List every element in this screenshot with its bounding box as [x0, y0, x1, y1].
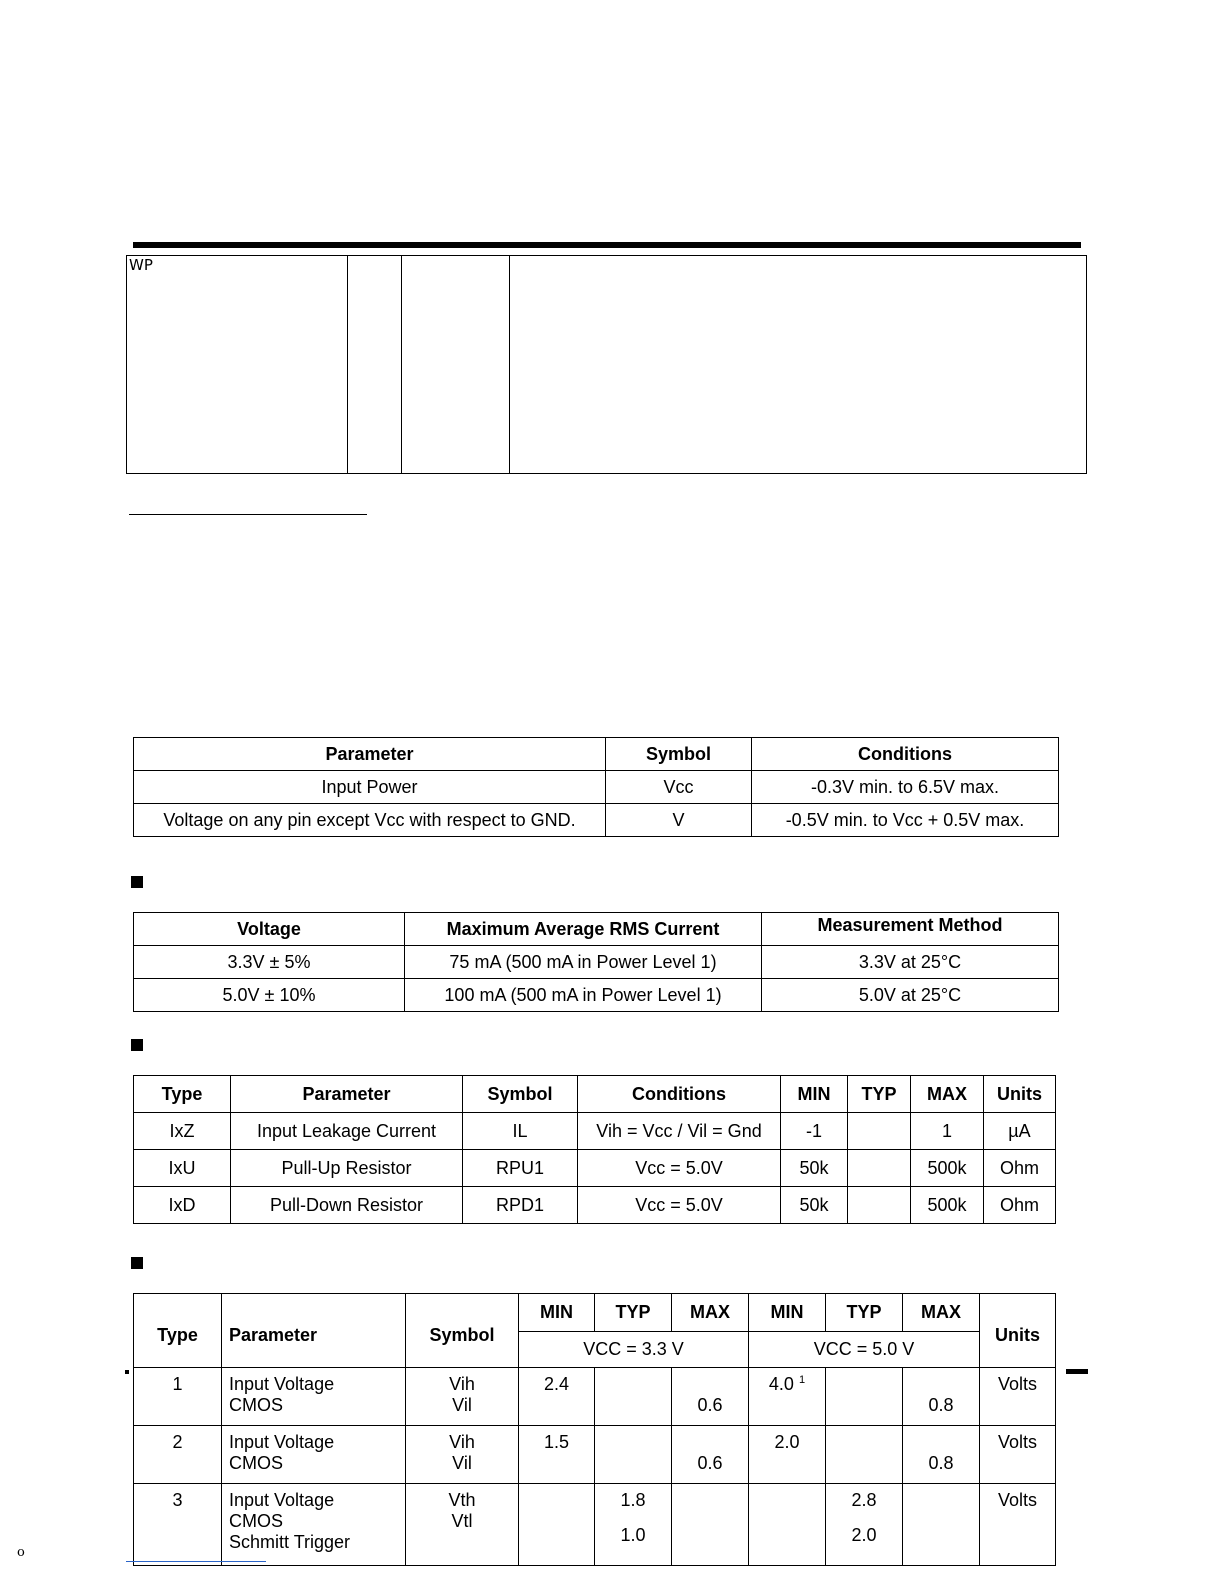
cell: µA — [984, 1113, 1056, 1150]
cell: Volts — [980, 1368, 1056, 1426]
margin-mark — [1066, 1369, 1088, 1374]
cell-line: CMOS — [229, 1511, 283, 1531]
cell: IxZ — [134, 1113, 231, 1150]
table-header-row — [134, 738, 1059, 771]
table-header-row — [134, 1294, 1056, 1332]
header-parameter: Parameter — [134, 738, 606, 771]
header-parameter: Parameter — [222, 1294, 406, 1368]
cell: 50k — [781, 1150, 848, 1187]
cell: -0.5V min. to Vcc + 0.5V max. — [752, 804, 1059, 837]
cell: 1 — [134, 1368, 222, 1426]
header-min: MIN — [781, 1076, 848, 1113]
cell: Vcc = 5.0V — [578, 1187, 781, 1224]
cell-line: CMOS — [229, 1395, 283, 1415]
cell: RPD1 — [463, 1187, 578, 1224]
cell-line: Vih — [449, 1432, 475, 1452]
cell: Pull-Up Resistor — [231, 1150, 463, 1187]
cell — [826, 1368, 903, 1426]
footer-link-underline — [126, 1561, 266, 1562]
vcc-50-label: VCC = 5.0 V — [749, 1332, 980, 1368]
cell: 1.5 — [519, 1426, 595, 1484]
cell: 500k — [911, 1150, 984, 1187]
header-parameter: Parameter — [231, 1076, 463, 1113]
cell — [903, 1426, 980, 1484]
cell-line: Vth — [448, 1490, 476, 1510]
cell-line: Schmitt Trigger — [229, 1532, 351, 1552]
cell: Vcc — [606, 771, 752, 804]
cell — [903, 1484, 980, 1566]
section-bullet — [131, 876, 143, 888]
dc-characteristics-table — [133, 1075, 1056, 1224]
header-voltage: Voltage — [134, 913, 405, 946]
header-min-50: MIN — [749, 1294, 826, 1332]
cell-line: Input Voltage — [229, 1432, 335, 1452]
cell — [749, 1484, 826, 1566]
cell-line: Vih — [449, 1374, 475, 1394]
table-row — [134, 946, 1059, 979]
header-method: Measurement Method — [762, 913, 1059, 946]
cell — [672, 1484, 749, 1566]
cell: Input Power — [134, 771, 606, 804]
margin-mark — [125, 1370, 129, 1374]
header-typ-33: TYP — [595, 1294, 672, 1332]
table-row — [134, 1426, 1056, 1484]
cell — [595, 1426, 672, 1484]
cell — [595, 1368, 672, 1426]
cell-line: CMOS — [229, 1453, 283, 1473]
cell — [519, 1484, 595, 1566]
cell — [848, 1187, 911, 1224]
section-bullet — [131, 1257, 143, 1269]
header-conditions: Conditions — [752, 738, 1059, 771]
cell — [222, 1368, 406, 1426]
header-units: Units — [984, 1076, 1056, 1113]
header-type: Type — [134, 1294, 222, 1368]
pin-description-table — [126, 255, 1087, 474]
cell: 5.0V at 25°C — [762, 979, 1059, 1012]
header-symbol: Symbol — [463, 1076, 578, 1113]
table-row — [134, 1150, 1056, 1187]
cell — [406, 1426, 519, 1484]
cell: Vcc = 5.0V — [578, 1150, 781, 1187]
cell: 2.0 — [749, 1426, 826, 1484]
cell — [848, 1113, 911, 1150]
header-units: Units — [980, 1294, 1056, 1368]
cell — [848, 1150, 911, 1187]
cell — [749, 1368, 826, 1426]
pin-description-cell — [510, 256, 1087, 474]
cell: 50k — [781, 1187, 848, 1224]
cell — [222, 1426, 406, 1484]
vcc-33-label: VCC = 3.3 V — [519, 1332, 749, 1368]
cell: IL — [463, 1113, 578, 1150]
cell: IxU — [134, 1150, 231, 1187]
cell: IxD — [134, 1187, 231, 1224]
cell-line: Vtl — [451, 1511, 473, 1531]
cell: 3 — [134, 1484, 222, 1566]
header-min-33: MIN — [519, 1294, 595, 1332]
table-row — [134, 1113, 1056, 1150]
cell-line: Vil — [452, 1453, 472, 1473]
section-bullet — [131, 1039, 143, 1051]
cell — [826, 1484, 903, 1566]
cell: 5.0V ± 10% — [134, 979, 405, 1012]
cell — [826, 1426, 903, 1484]
cell-line: 0.6 — [697, 1453, 723, 1473]
table-row — [134, 1484, 1056, 1566]
top-rule — [133, 242, 1081, 248]
cell — [406, 1484, 519, 1566]
cell-line: Input Voltage — [229, 1374, 335, 1394]
table-header-row — [134, 1076, 1056, 1113]
table-row — [134, 979, 1059, 1012]
cell-line: Input Voltage — [229, 1490, 335, 1510]
cell — [903, 1368, 980, 1426]
cell — [222, 1484, 406, 1566]
pin-type-cell — [402, 256, 510, 474]
cell: Volts — [980, 1484, 1056, 1566]
cell — [595, 1484, 672, 1566]
cell — [672, 1426, 749, 1484]
section-underline — [129, 514, 367, 515]
cell-line: 1.8 — [620, 1490, 646, 1510]
header-max-50: MAX — [903, 1294, 980, 1332]
table-row — [134, 1368, 1056, 1426]
header-symbol: Symbol — [406, 1294, 519, 1368]
cell — [406, 1368, 519, 1426]
cell: 100 mA (500 mA in Power Level 1) — [405, 979, 762, 1012]
power-consumption-table — [133, 912, 1059, 1012]
cell-line: 4.0 — [768, 1374, 794, 1394]
cell-line: 0.8 — [928, 1453, 954, 1473]
header-type: Type — [134, 1076, 231, 1113]
cell: 75 mA (500 mA in Power Level 1) — [405, 946, 762, 979]
header-typ: TYP — [848, 1076, 911, 1113]
cell-line: 0.8 — [928, 1395, 954, 1415]
cell: 2 — [134, 1426, 222, 1484]
table-row — [134, 804, 1059, 837]
cell: -0.3V min. to 6.5V max. — [752, 771, 1059, 804]
table-row — [134, 1187, 1056, 1224]
cell-line: 2.8 — [851, 1490, 877, 1510]
pin-number-cell — [348, 256, 402, 474]
cell: Input Leakage Current — [231, 1113, 463, 1150]
cell: 2.4 — [519, 1368, 595, 1426]
cell: Volts — [980, 1426, 1056, 1484]
header-symbol: Symbol — [606, 738, 752, 771]
cell: 1 — [911, 1113, 984, 1150]
cell: -1 — [781, 1113, 848, 1150]
cell-line: 0.6 — [697, 1395, 723, 1415]
cell: Vih = Vcc / Vil = Gnd — [578, 1113, 781, 1150]
cell: RPU1 — [463, 1150, 578, 1187]
cell: Pull-Down Resistor — [231, 1187, 463, 1224]
header-max-33: MAX — [672, 1294, 749, 1332]
cell: Ohm — [984, 1187, 1056, 1224]
cell: 500k — [911, 1187, 984, 1224]
cell: Voltage on any pin except Vcc with respect to GND. — [134, 804, 606, 837]
header-current: Maximum Average RMS Current — [405, 913, 762, 946]
input-voltage-table — [133, 1293, 1056, 1566]
footer-mark: o — [17, 1545, 25, 1560]
footnote-marker: 1 — [798, 1374, 806, 1386]
cell: 3.3V ± 5% — [134, 946, 405, 979]
header-max: MAX — [911, 1076, 984, 1113]
header-typ-50: TYP — [826, 1294, 903, 1332]
absolute-max-table — [133, 737, 1059, 837]
header-conditions: Conditions — [578, 1076, 781, 1113]
cell: Ohm — [984, 1150, 1056, 1187]
cell — [672, 1368, 749, 1426]
table-row — [134, 771, 1059, 804]
cell: 3.3V at 25°C — [762, 946, 1059, 979]
pin-name-cell: WP — [127, 256, 348, 474]
cell-line: 2.0 — [851, 1525, 877, 1545]
table-header-row — [134, 913, 1059, 946]
cell-line: 1.0 — [620, 1525, 646, 1545]
cell: V — [606, 804, 752, 837]
cell-line: Vil — [452, 1395, 472, 1415]
